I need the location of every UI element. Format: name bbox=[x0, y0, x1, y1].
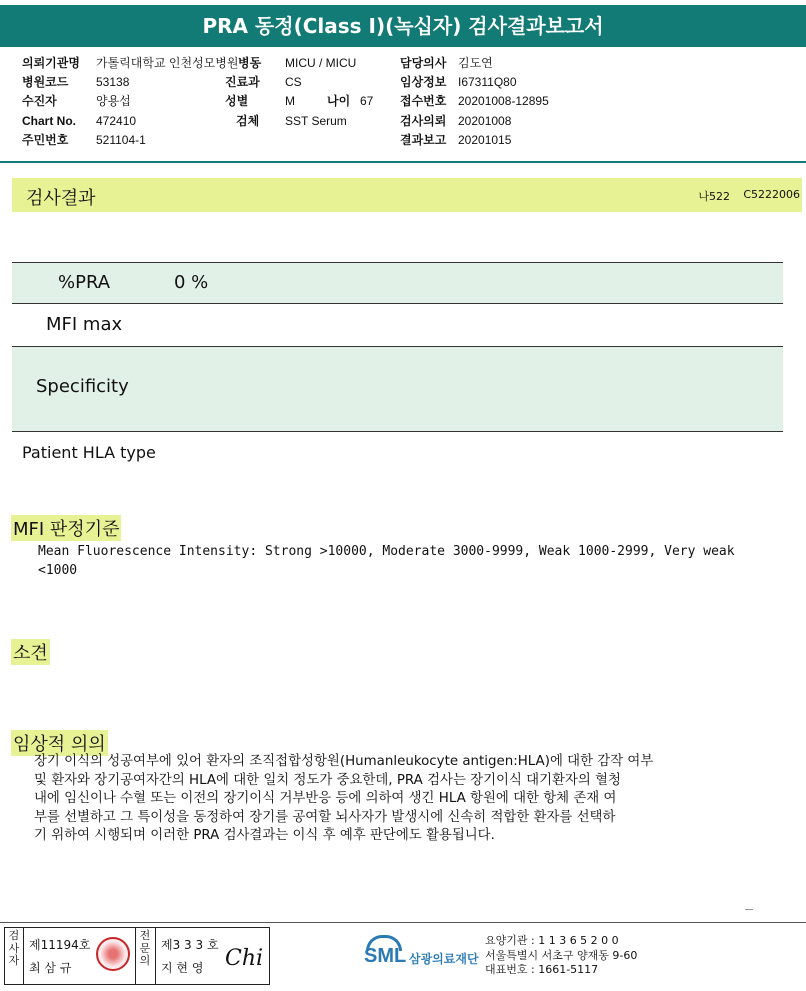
dept-value: CS bbox=[285, 75, 302, 89]
request-label: 검사의뢰 bbox=[400, 114, 447, 128]
institution-code: 요양기관 : 1 1 3 6 5 2 0 0 bbox=[485, 934, 619, 947]
mfi-criteria-line-2: <1000 bbox=[38, 563, 78, 578]
official-seal-icon bbox=[96, 937, 130, 971]
hospital-code-value: 53138 bbox=[96, 75, 130, 89]
resident-label: 주민번호 bbox=[22, 133, 69, 147]
doctor-label: 담당의사 bbox=[400, 56, 447, 70]
footer-divider bbox=[0, 922, 806, 923]
box-divider bbox=[135, 928, 136, 984]
institution-label: 의뢰기관명 bbox=[22, 56, 80, 70]
clinical-significance-text bbox=[34, 753, 786, 846]
clinical-info-value: I67311Q80 bbox=[458, 75, 517, 89]
report-date-label: 결과보고 bbox=[400, 133, 447, 147]
clinical-line: 장기 이식의 성공여부에 있어 환자의 조직접합성항원(Humanleukocyte antigen:HLA)에 대한 감작 여부 bbox=[34, 754, 654, 769]
sex-value: M bbox=[285, 94, 295, 108]
patient-value: 양용섭 bbox=[96, 94, 131, 108]
dept-label: 진료과 bbox=[225, 75, 260, 89]
sml-logo bbox=[364, 935, 494, 975]
inspector-label: 검사자 bbox=[8, 929, 20, 967]
result-section-header bbox=[12, 178, 802, 212]
clinical-line: 및 환자와 장기공여자간의 HLA에 대한 일치 정도가 중요한데, PRA 검사는 장기이식 대기환자의 혈청 bbox=[34, 772, 621, 788]
ward-label: 병동 bbox=[238, 56, 262, 70]
signature-box bbox=[4, 927, 270, 985]
mfi-max-label: MFI max bbox=[46, 314, 123, 335]
mfi-criteria-line-1: Mean Fluorescence Intensity: Strong >10000, Moderate 3000-9999, Weak 1000-2999, Very weak bbox=[38, 544, 735, 559]
institution-value: 가톨릭대학교 인천성모병원 bbox=[96, 56, 239, 70]
clinical-info-label: 임상정보 bbox=[400, 75, 447, 89]
result-code-1: 나522 bbox=[698, 190, 730, 203]
request-value: 20201008 bbox=[458, 114, 512, 128]
clinical-line: 내에 임신이나 수혈 또는 이전의 장기이식 거부반응 등에 의하여 생긴 HLA 항원에 대한 항체 존재 여 bbox=[34, 791, 617, 806]
institution-address bbox=[485, 934, 637, 978]
hla-type-label: Patient HLA type bbox=[22, 443, 156, 462]
receipt-label: 접수번호 bbox=[400, 94, 447, 108]
institution-street: 서울특별시 서초구 양재동 9-60 bbox=[485, 948, 638, 962]
sex-label: 성별 bbox=[225, 94, 249, 108]
reviewer-name: 지 현 영 bbox=[161, 961, 204, 975]
handwritten-signature: Chi bbox=[225, 946, 264, 971]
chart-label: Chart No. bbox=[22, 114, 76, 128]
inspector-name: 최 삼 규 bbox=[29, 961, 72, 975]
pra-value: 0 % bbox=[174, 272, 209, 293]
patient-info-block bbox=[22, 54, 792, 154]
receipt-value: 20201008-12895 bbox=[458, 94, 549, 108]
institution-phone: 대표번호 : 1661-5117 bbox=[485, 963, 599, 976]
reviewer-label: 전문의 bbox=[139, 929, 151, 967]
clinical-significance-heading: 임상적 의의 bbox=[11, 730, 108, 756]
logo-text: SML bbox=[364, 945, 407, 967]
logo-org-name: 삼광의료재단 bbox=[409, 952, 479, 966]
header-divider bbox=[0, 161, 806, 163]
doctor-value: 김도연 bbox=[458, 56, 493, 70]
mfi-criteria-heading: MFI 판정기준 bbox=[11, 515, 121, 541]
opinion-heading: 소견 bbox=[11, 639, 50, 665]
age-value: 67 bbox=[360, 94, 374, 108]
clinical-line: 기 위하여 시행되며 이러한 PRA 검사결과는 이식 후 예후 판단에도 활용됩니다. bbox=[34, 828, 495, 843]
clinical-line: 부를 선별하고 그 특이성을 동정하여 장기를 공여할 뇌사자가 발생시에 신속히 적합한 환자를 선택하 bbox=[34, 809, 616, 825]
result-code-2: C5222006 bbox=[743, 188, 800, 201]
table-rule bbox=[12, 303, 783, 304]
inspector-number: 제11194호 bbox=[29, 938, 91, 952]
ward-value: MICU / MICU bbox=[285, 56, 357, 70]
box-divider bbox=[155, 928, 156, 984]
specificity-row bbox=[12, 347, 783, 431]
specimen-value: SST Serum bbox=[285, 114, 347, 128]
box-divider bbox=[23, 928, 24, 984]
age-label: 나이 bbox=[327, 94, 351, 108]
pra-label: %PRA bbox=[58, 272, 111, 293]
specificity-label: Specificity bbox=[36, 376, 129, 397]
patient-label: 수진자 bbox=[22, 94, 57, 108]
divider-mark bbox=[745, 909, 753, 910]
pra-row bbox=[12, 263, 783, 303]
result-title: 검사결과 bbox=[26, 188, 96, 209]
reviewer-number: 제3 3 3 호 bbox=[161, 938, 219, 952]
resident-value: 521104-1 bbox=[96, 133, 146, 147]
chart-value: 472410 bbox=[96, 114, 137, 128]
table-rule bbox=[12, 431, 783, 432]
report-date-value: 20201015 bbox=[458, 133, 512, 147]
specimen-label: 검체 bbox=[236, 114, 260, 128]
report-title: PRA 동정(Class I)(녹십자) 검사결과보고서 bbox=[0, 5, 806, 47]
hospital-code-label: 병원코드 bbox=[22, 75, 69, 89]
